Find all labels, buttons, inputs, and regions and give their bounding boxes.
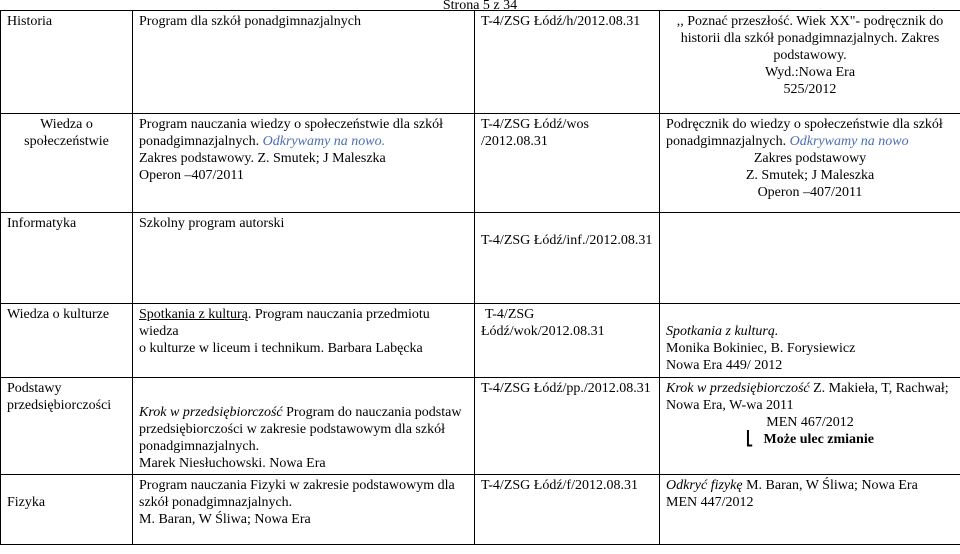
table-row <box>1 304 960 378</box>
program-cell <box>133 11 475 114</box>
program-line: o kulturze w liceum i technikum. Barbara Labęcka <box>139 341 423 356</box>
approval-number: T-4/ZSG <box>485 307 535 322</box>
program-title: Spotkania z kulturą <box>139 307 248 322</box>
program-line: Operon –407/2011 <box>139 168 244 183</box>
textbook-line: Monika Bokiniec, B. Forysiewicz <box>666 341 856 356</box>
textbook-cell <box>660 11 960 114</box>
table-row <box>1 213 960 304</box>
approval-number: T-4/ZSG Łódź/pp./2012.08.31 <box>481 381 651 396</box>
number-cell <box>475 213 660 304</box>
textbook-text: M. Baran, W Śliwa; Nowa Era <box>742 478 918 493</box>
textbook-line: Zakres podstawowy <box>753 151 867 166</box>
program-cell <box>133 475 475 545</box>
textbook-line: MEN 467/2012 <box>766 415 854 430</box>
subject-name: społeczeństwie <box>24 134 109 149</box>
number-cell <box>475 304 660 378</box>
program-title: Odkrywamy na nowo. <box>262 134 386 149</box>
subject-cell <box>1 11 133 114</box>
number-cell <box>475 475 660 545</box>
table-row <box>1 378 960 475</box>
textbook-title: Spotkania z kulturą. <box>666 324 779 339</box>
subject-name: Podstawy <box>7 381 62 396</box>
cell-spacer <box>7 477 126 494</box>
textbook-text: ponadgimnazjalnych. <box>666 134 787 149</box>
textbook-title: Odkryć fizykę <box>666 478 743 493</box>
program-text: Szkolny program autorski <box>139 216 285 231</box>
program-line <box>139 133 468 150</box>
program-text: Program dla szkół ponadgimnazjalnych <box>139 14 361 29</box>
number-cell <box>475 114 660 213</box>
program-line: Program nauczania wiedzy o społeczeństwie dla szkół <box>139 117 444 132</box>
program-line: M. Baran, W Śliwa; Nowa Era <box>139 512 311 527</box>
approval-number: T-4/ZSG Łódź/f/2012.08.31 <box>481 478 638 493</box>
page-number-header: Strona 5 z 34 <box>442 0 518 13</box>
program-line: Zakres podstawowy. Z. Smutek; J Maleszka <box>139 151 386 166</box>
subject-name: Historia <box>7 14 53 29</box>
program-cell <box>133 378 475 475</box>
textbook-text: Z. Makieła, T, Rachwał; <box>809 381 949 396</box>
program-text: ponadgimnazjalnych. <box>139 134 260 149</box>
bracket-mark: ⎣ <box>746 432 754 447</box>
approval-number: Łódź/wok/2012.08.31 <box>481 324 605 339</box>
textbook-line: MEN 447/2012 <box>666 495 754 510</box>
subject-cell <box>1 378 133 475</box>
textbook-line: 525/2012 <box>783 82 837 97</box>
approval-number: T-4/ZSG Łódź/wos /2012.08.31 <box>481 117 589 149</box>
textbook-line: historii dla szkół ponadgimnazjalnych. Zakres <box>680 31 940 46</box>
program-title: Krok w przedsiębiorczość <box>139 405 283 420</box>
program-line: przedsiębiorczości w zakresie podstawowym dla szkół <box>139 422 445 437</box>
textbook-line: Nowa Era 449/ 2012 <box>666 358 783 373</box>
textbook-line: podstawowy. <box>773 48 847 63</box>
program-line: Marek Niesłuchowski. Nowa Era <box>139 456 326 471</box>
textbook-line: ,, Poznać przeszłość. Wiek XX"- podręcznik do <box>676 14 944 29</box>
program-cell <box>133 213 475 304</box>
textbook-cell <box>660 475 960 545</box>
program-line <box>139 404 468 421</box>
subject-cell <box>1 475 133 545</box>
subject-cell <box>1 114 133 213</box>
textbook-title: Odkrywamy na nowo <box>789 134 909 149</box>
subject-name: Wiedza o kulturze <box>7 307 110 322</box>
textbook-line: Operon –407/2011 <box>757 185 863 200</box>
program-line <box>139 306 468 340</box>
change-notice: Może ulec zmianie <box>763 432 874 447</box>
textbook-line: Wyd.:Nowa Era <box>764 65 856 80</box>
program-line: ponadgimnazjalnych. <box>139 439 260 454</box>
subject-cell <box>1 304 133 378</box>
program-line: szkół ponadgimnazjalnych. <box>139 495 293 510</box>
textbook-cell <box>660 213 960 304</box>
textbook-line: Podręcznik do wiedzy o społeczeństwie dla szkół <box>666 117 943 132</box>
subject-name: Informatyka <box>7 216 77 231</box>
subject-name: Fizyka <box>7 495 46 510</box>
program-cell <box>133 304 475 378</box>
cell-spacer <box>139 380 468 404</box>
subject-name: Wiedza o <box>40 117 93 132</box>
cell-spacer <box>481 215 653 232</box>
textbook-line: Z. Smutek; J Maleszka <box>745 168 875 183</box>
textbook-line <box>666 380 954 397</box>
cell-spacer <box>666 306 954 323</box>
number-cell <box>475 378 660 475</box>
program-text: Program do nauczania podstaw <box>282 405 462 420</box>
table-row <box>1 475 960 545</box>
textbook-line <box>666 431 954 448</box>
textbook-line <box>666 133 954 150</box>
textbook-cell <box>660 114 960 213</box>
subject-cell <box>1 213 133 304</box>
program-text: . Program nauczania przedmiotu wiedza <box>139 307 430 339</box>
textbook-cell <box>660 304 960 378</box>
table-row <box>1 11 960 114</box>
number-cell <box>475 11 660 114</box>
program-line: Program nauczania Fizyki w zakresie podstawowym dla <box>139 478 455 493</box>
textbook-line <box>666 477 954 494</box>
textbook-cell <box>660 378 960 475</box>
textbook-line: Nowa Era, W-wa 2011 <box>666 398 794 413</box>
subject-name: przedsiębiorczości <box>7 398 112 413</box>
approval-number: T-4/ZSG Łódź/inf./2012.08.31 <box>481 233 653 248</box>
approval-number: T-4/ZSG Łódź/h/2012.08.31 <box>481 14 641 29</box>
textbook-title: Krok w przedsiębiorczość <box>666 381 810 396</box>
curriculum-table <box>0 10 960 545</box>
program-cell <box>133 114 475 213</box>
table-row <box>1 114 960 213</box>
